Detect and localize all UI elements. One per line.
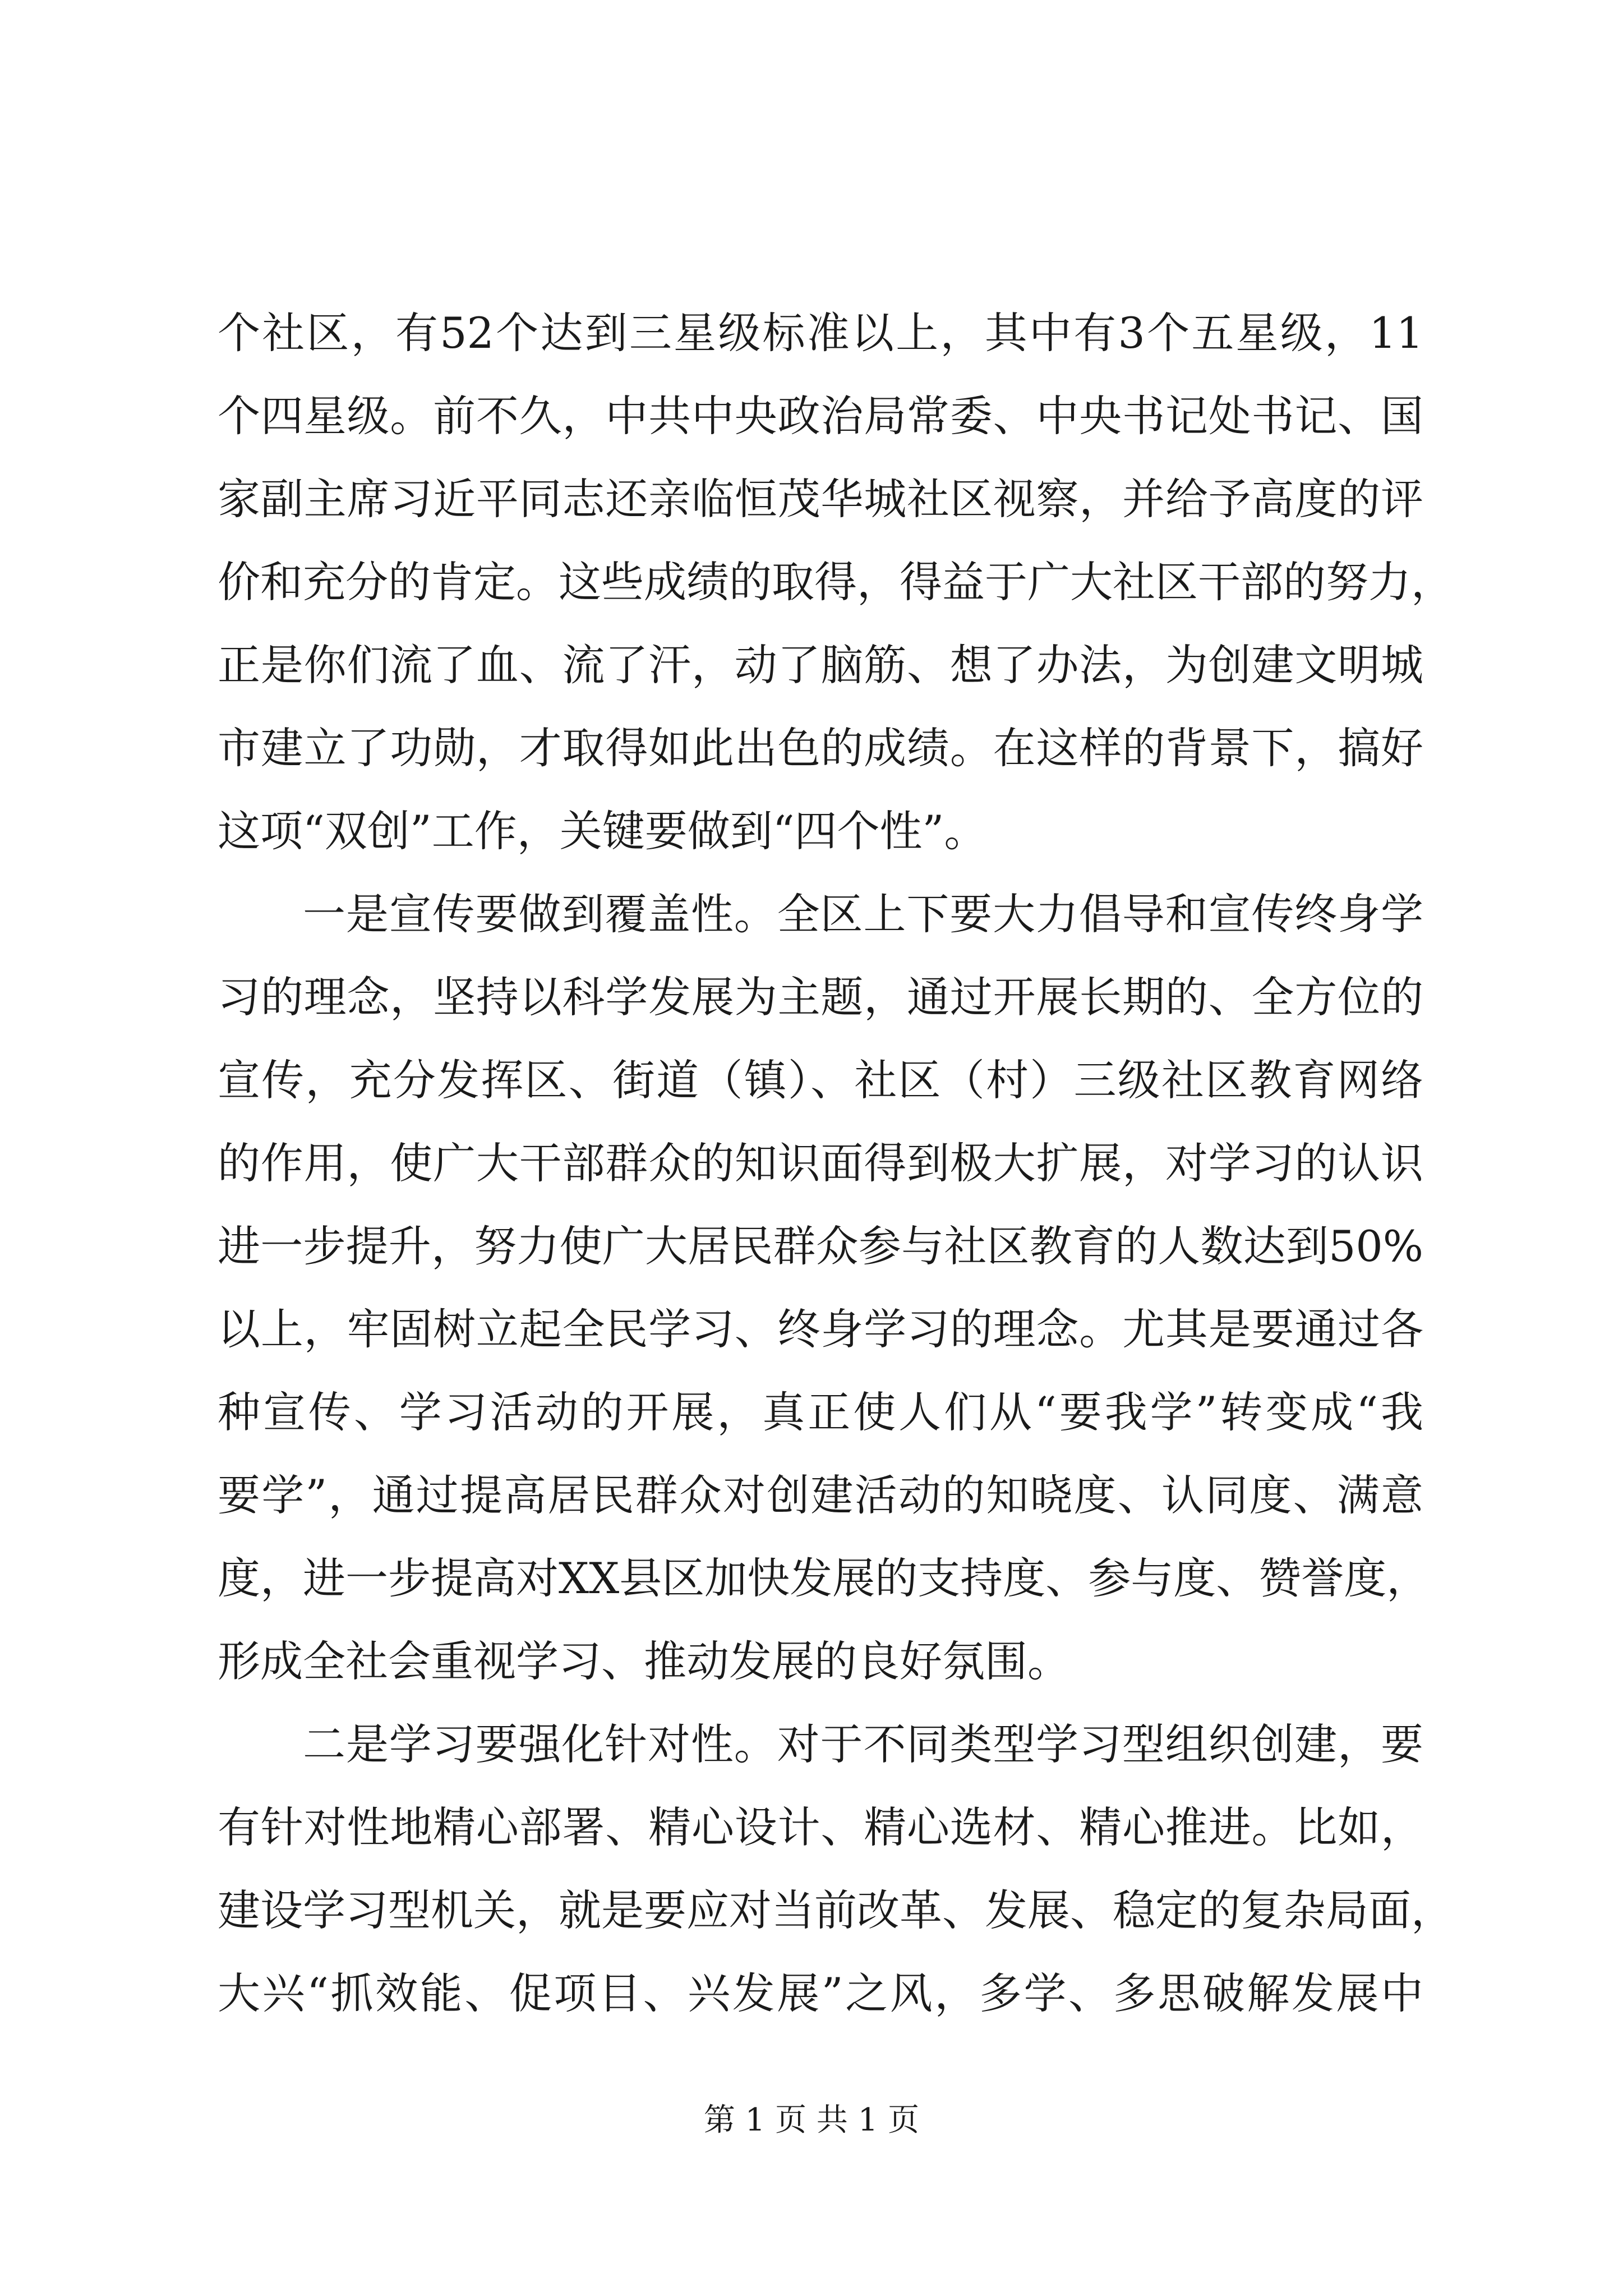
text-line: 市建立了功勋，才取得如此出色的成绩。在这样的背景下，搞好 — [218, 723, 1423, 773]
paragraph-start-line: 一是宣传要做到覆盖性。全区上下要大力倡导和宣传终身学 — [303, 889, 1423, 939]
page-number: 第 1 页 共 1 页 — [703, 2102, 920, 2138]
text-line: 个四星级。前不久，中共中央政治局常委、中央书记处书记、国 — [218, 391, 1423, 441]
text-line: 习的理念，坚持以科学发展为主题，通过开展长期的、全方位的 — [218, 972, 1423, 1022]
text-line: 形成全社会重视学习、推动发展的良好氛围。 — [218, 1636, 1070, 1686]
text-line: 以上，牢固树立起全民学习、终身学习的理念。尤其是要通过各 — [218, 1304, 1423, 1354]
text-line: 个社区，有52个达到三星级标准以上，其中有3个五星级，11 — [218, 308, 1423, 358]
text-line: 进一步提升，努力使广大居民群众参与社区教育的人数达到50% — [218, 1221, 1423, 1271]
text-line: 的作用，使广大干部群众的知识面得到极大扩展，对学习的认识 — [218, 1138, 1423, 1188]
page-footer — [0, 2098, 1623, 2143]
text-line: 这项“双创”工作，关键要做到“四个性”。 — [218, 806, 987, 856]
text-line: 要学”，通过提高居民群众对创建活动的知晓度、认同度、满意 — [218, 1470, 1423, 1520]
text-line: 建设学习型机关，就是要应对当前改革、发展、稳定的复杂局面， — [218, 1885, 1454, 1935]
text-line: 有针对性地精心部署、精心设计、精心选材、精心推进。比如， — [218, 1802, 1423, 1852]
body-text — [218, 292, 1454, 2035]
text-line: 大兴“抓效能、促项目、兴发展”之风，多学、多思破解发展中 — [218, 1968, 1423, 2018]
text-line: 价和充分的肯定。这些成绩的取得，得益于广大社区干部的努力， — [218, 557, 1454, 607]
text-line: 宣传，充分发挥区、街道（镇）、社区（村）三级社区教育网络 — [218, 1055, 1423, 1105]
text-line: 家副主席习近平同志还亲临恒茂华城社区视察，并给予高度的评 — [218, 474, 1423, 524]
text-line: 度，进一步提高对XX县区加快发展的支持度、参与度、赞誉度， — [218, 1553, 1430, 1603]
text-line: 正是你们流了血、流了汗，动了脑筋、想了办法，为创建文明城 — [218, 640, 1423, 690]
paragraph-start-line: 二是学习要强化针对性。对于不同类型学习型组织创建，要 — [303, 1719, 1423, 1769]
text-line: 种宣传、学习活动的开展，真正使人们从“要我学”转变成“我 — [218, 1387, 1423, 1437]
